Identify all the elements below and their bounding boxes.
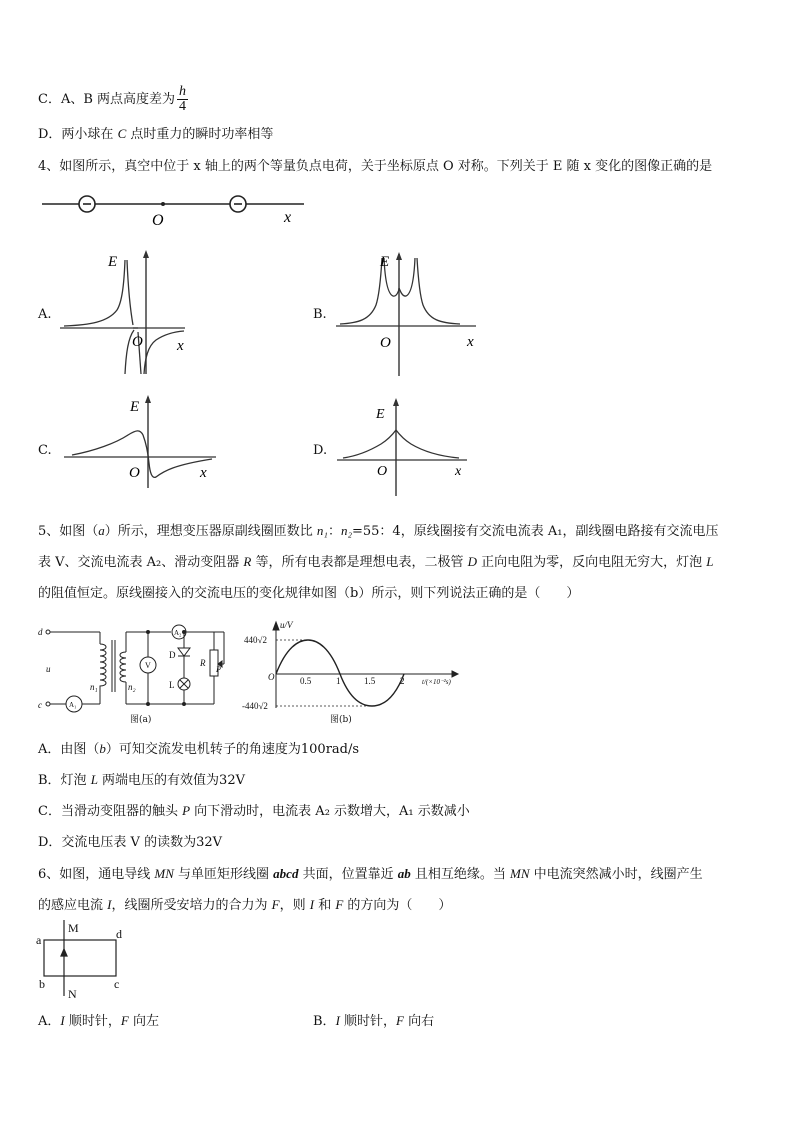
svg-text:c: c <box>114 977 120 991</box>
q5-option-b: B．灯泡 L 两端电压的有效值为32V <box>38 772 245 788</box>
svg-text:A₁: A₁ <box>69 701 77 709</box>
q6-coil-figure <box>36 920 136 1000</box>
q6-option-b: B．I 顺时针，F 向右 <box>313 1013 435 1029</box>
svg-text:1.5: 1.5 <box>364 676 376 686</box>
svg-text:2: 2 <box>400 676 405 686</box>
q5-option-a: A．由图（b）可知交流发电机转子的角速度为100rad/s <box>38 741 360 757</box>
q4-charge-axis-figure <box>38 188 308 228</box>
graph-c-e-label: E <box>130 399 140 415</box>
q3-option-d: D．两小球在 C 点时重力的瞬时功率相等 <box>38 126 274 142</box>
svg-text:d: d <box>38 627 43 637</box>
svg-text:-440√2: -440√2 <box>242 701 268 711</box>
q4-option-c-label: C. <box>38 443 52 458</box>
svg-text:M: M <box>68 921 79 935</box>
svg-text:u/V: u/V <box>280 620 293 630</box>
fig-a-caption: 图(a) <box>130 715 152 725</box>
svg-text:L: L <box>169 680 175 690</box>
q6-option-a: A．I 顺时针，F 向左 <box>38 1013 159 1029</box>
graph-b-x-label: x <box>467 334 474 350</box>
origin-label: O <box>152 212 164 229</box>
svg-text:A₂: A₂ <box>174 629 182 637</box>
q3-fraction: $\frac{h}{4}$ <box>179 84 187 114</box>
svg-text:c: c <box>38 700 42 710</box>
svg-text:D: D <box>169 650 176 660</box>
graph-a-e-label: E <box>108 254 118 270</box>
q4-option-d-label: D. <box>313 443 328 458</box>
svg-text:1: 1 <box>336 676 341 686</box>
q5-stem-line1: 5、如图（a）所示，理想变压器原副线圈匝数比 n₁：n₂=55：4，原线圈接有交流电流表 A₁，副线圈电路接有交流电压 <box>38 523 719 539</box>
graph-c-origin-label: O <box>129 465 140 481</box>
q5-waveform-figure-b <box>242 618 462 713</box>
svg-text:b: b <box>39 977 45 991</box>
graph-a-x-label: x <box>177 338 184 354</box>
svg-text:a: a <box>36 933 42 947</box>
x-axis-label: x <box>284 209 292 226</box>
q4-stem: 4、如图所示，真空中位于 x 轴上的两个等量负点电荷，关于坐标原点 O 对称。下列关于 E 随 x 变化的图像正确的是 <box>38 159 713 174</box>
q4-graph-a <box>60 250 200 380</box>
svg-text:n₁: n₁ <box>90 682 98 692</box>
graph-d-x-label: x <box>455 464 462 479</box>
q6-stem-line2: 的感应电流 I，线圈所受安培力的合力为 F，则 I 和 F 的方向为（ ） <box>38 897 452 913</box>
q5-circuit-figure-a <box>38 620 238 725</box>
svg-text:0.5: 0.5 <box>300 676 312 686</box>
q4-option-b-label: B. <box>313 307 327 322</box>
q5-option-c: C．当滑动变阻器的触头 P 向下滑动时，电流表 A₂ 示数增大，A₁ 示数减小 <box>38 803 470 819</box>
graph-b-origin-label: O <box>380 335 391 351</box>
svg-text:O: O <box>268 672 275 682</box>
svg-text:d: d <box>116 927 122 941</box>
fig-b-caption: 图(b) <box>330 715 352 725</box>
q4-graph-b <box>336 250 486 380</box>
svg-text:N: N <box>68 987 77 1001</box>
q5-stem-line2: 表 V、交流电流表 A₂、滑动变阻器 R 等，所有电表都是理想电表，二极管 D 正向电阻为零，反向电阻无穷大，灯泡 L <box>38 554 714 570</box>
svg-text:440√2: 440√2 <box>244 635 267 645</box>
svg-text:n₂: n₂ <box>128 682 136 692</box>
graph-b-e-label: E <box>380 254 390 270</box>
q6-stem-line1: 6、如图，通电导线 MN 与单匝矩形线圈 abcd 共面，位置靠近 ab 且相互绝缘。当 MN 中电流突然减小时，线圈产生 <box>38 866 703 882</box>
svg-text:R: R <box>200 658 206 668</box>
graph-d-origin-label: O <box>377 464 388 479</box>
svg-text:t/(×10⁻²s): t/(×10⁻²s) <box>422 678 451 686</box>
q4-graph-d <box>337 398 477 498</box>
graph-c-x-label: x <box>200 465 207 481</box>
q4-graph-c <box>64 393 224 488</box>
graph-a-origin-label: O <box>132 334 143 350</box>
svg-text:u: u <box>46 664 51 674</box>
q4-option-a-label: A. <box>38 307 52 322</box>
graph-d-e-label: E <box>376 407 385 422</box>
q5-stem-line3: 的阻值恒定。原线圈接入的交流电压的变化规律如图（b）所示，则下列说法正确的是（ ） <box>38 586 580 601</box>
q5-option-d: D．交流电压表 V 的读数为32V <box>38 835 223 850</box>
q3-option-c <box>38 85 188 114</box>
svg-text:P: P <box>216 665 221 674</box>
svg-text:V: V <box>145 661 151 670</box>
q3-option-c-text: C．A、B 两点高度差为 <box>38 92 176 107</box>
